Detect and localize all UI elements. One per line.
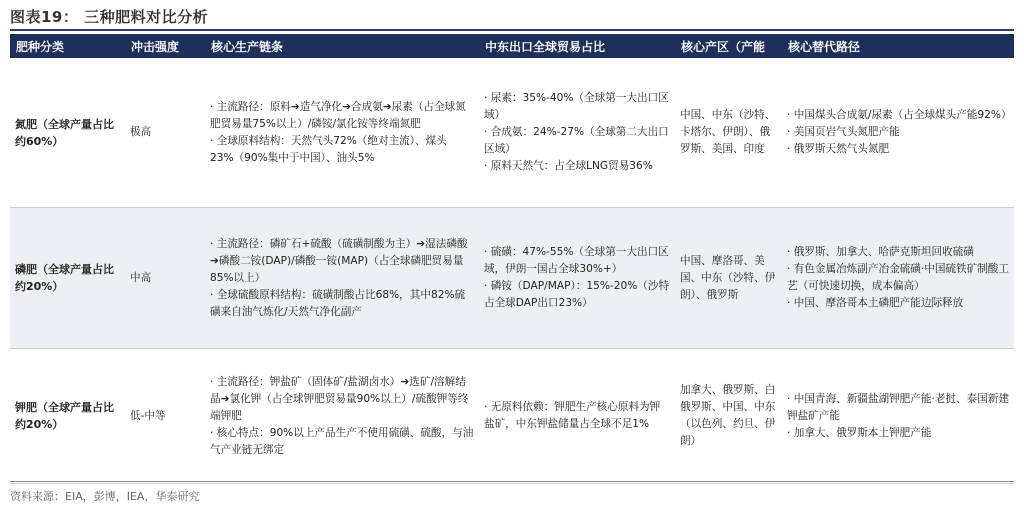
middle-east-share xyxy=(479,349,675,484)
core-region: 加拿大、俄罗斯、白俄罗斯、中国、中东（以色列、约旦、伊朗） xyxy=(680,384,776,447)
header-row xyxy=(10,34,1014,58)
header-substitution-path: 核心替代路径 xyxy=(782,34,1014,58)
core-region: 中国、摩洛哥、美国、中东（沙特、伊朗）、俄罗斯 xyxy=(675,208,782,349)
header-impact-intensity: 冲击强度 xyxy=(125,34,205,58)
source-note: 资料来源：EIA，彭博，IEA，华泰研究 xyxy=(10,490,200,503)
alt-item: · 中国青海、新疆盐湖钾肥产能·老挝、泰国新建钾盐矿产能 xyxy=(787,392,1009,422)
fertilizer-name: 钾肥（全球产量占比约20%） xyxy=(15,401,114,431)
core-region: 中国、中东（沙特、卡塔尔、伊朗）、俄罗斯、美国、印度 xyxy=(680,109,776,155)
footer-rule xyxy=(10,481,1014,482)
alt-item: · 俄罗斯天然气头氮肥 xyxy=(787,143,890,155)
alt-item: · 俄罗斯、加拿大、哈萨克斯坦回收硫磺 xyxy=(787,246,974,258)
impact-intensity: 中高 xyxy=(125,208,205,349)
figure-title: 图表19： 三种肥料对比分析 xyxy=(10,8,209,26)
chain-item: · 全球硫酸原料结构：硫磺制酸占比68%，其中82%硫磺来自油气炼化/天然气净化副产 xyxy=(210,288,466,318)
substitution-path xyxy=(782,208,1014,349)
impact-intensity: 极高 xyxy=(130,126,152,138)
production-chain xyxy=(205,349,479,484)
header-middle-east-share: 中东出口全球贸易占比 xyxy=(479,34,675,58)
substitution-path xyxy=(782,349,1014,484)
production-chain xyxy=(205,58,479,208)
fertilizer-comparison-table xyxy=(10,34,1014,484)
share-item: · 硫磺：47%-55%（全球第一大出口区域，伊朗一国占全球30%+） xyxy=(484,246,669,275)
table-row-potash xyxy=(10,349,1014,484)
table-row-nitrogen xyxy=(10,58,1014,208)
share-item: · 尿素：35%-40%（全球第一大出口区域） xyxy=(484,92,669,121)
chain-item: · 全球原料结构：天然气头72%（绝对主流）、煤头23%（90%集中于中国）、油头5% xyxy=(210,134,447,164)
alt-item: · 中国、摩洛哥本土磷肥产能边际释放 xyxy=(787,297,964,309)
header-core-region: 核心产区（产能 xyxy=(675,34,782,58)
chain-item: · 主流路径：原料➔造气净化➔合成氨➔尿素（占全球氮肥贸易量75%以上）/磷铵/氯化铵等终端氮肥 xyxy=(210,100,466,130)
impact-intensity: 低-中等 xyxy=(130,409,166,422)
fertilizer-name: 氮肥（全球产量占比约60%） xyxy=(15,117,114,148)
share-item: · 合成氨：24%-27%（全球第二大出口区域） xyxy=(484,126,669,155)
title-rule xyxy=(10,29,1014,31)
header-fertilizer-type: 肥种分类 xyxy=(10,34,125,58)
middle-east-share xyxy=(479,208,675,349)
chain-item: · 核心特点：90%以上产品生产不使用硫磺、硫酸，与油气产业链无绑定 xyxy=(210,426,474,456)
chain-item: · 主流路径：磷矿石+硫酸（硫磺制酸为主）➔湿法磷酸➔磷酸二铵(DAP)/磷酸一铵(MAP)（占全球磷肥贸易量85%以上） xyxy=(210,237,468,284)
substitution-path xyxy=(782,58,1014,208)
alt-item: · 加拿大、俄罗斯本土钾肥产能 xyxy=(787,426,932,439)
table-row-phosphate xyxy=(10,208,1014,349)
chain-item: · 主流路径：钾盐矿（固体矿/盐湖卤水）➔选矿/溶解结晶➔氯化钾（占全球钾肥贸易量90%以上）/硫酸钾等终端钾肥 xyxy=(210,375,469,422)
share-item: · 磷铵（DAP/MAP）：15%-20%（沙特占全球DAP出口23%） xyxy=(484,280,670,309)
header-production-chain: 核心生产链条 xyxy=(205,34,479,58)
fertilizer-name: 磷肥（全球产量占比约20%） xyxy=(10,208,125,349)
alt-item: · 中国煤头合成氨/尿素（占全球煤头产能92%） xyxy=(787,109,1012,121)
alt-item: · 有色金属冶炼副产冶金硫磺·中国硫铁矿制酸工艺（可快速切换，成本偏高） xyxy=(787,263,1009,292)
middle-east-share xyxy=(479,58,675,208)
alt-item: · 美国页岩气头氮肥产能 xyxy=(787,126,900,138)
share-item: · 原料天然气：占全球LNG贸易36% xyxy=(484,160,653,172)
production-chain xyxy=(205,208,479,349)
share-item: · 无原料依赖：钾肥生产核心原料为钾盐矿，中东钾盐储量占全球不足1% xyxy=(484,401,661,430)
